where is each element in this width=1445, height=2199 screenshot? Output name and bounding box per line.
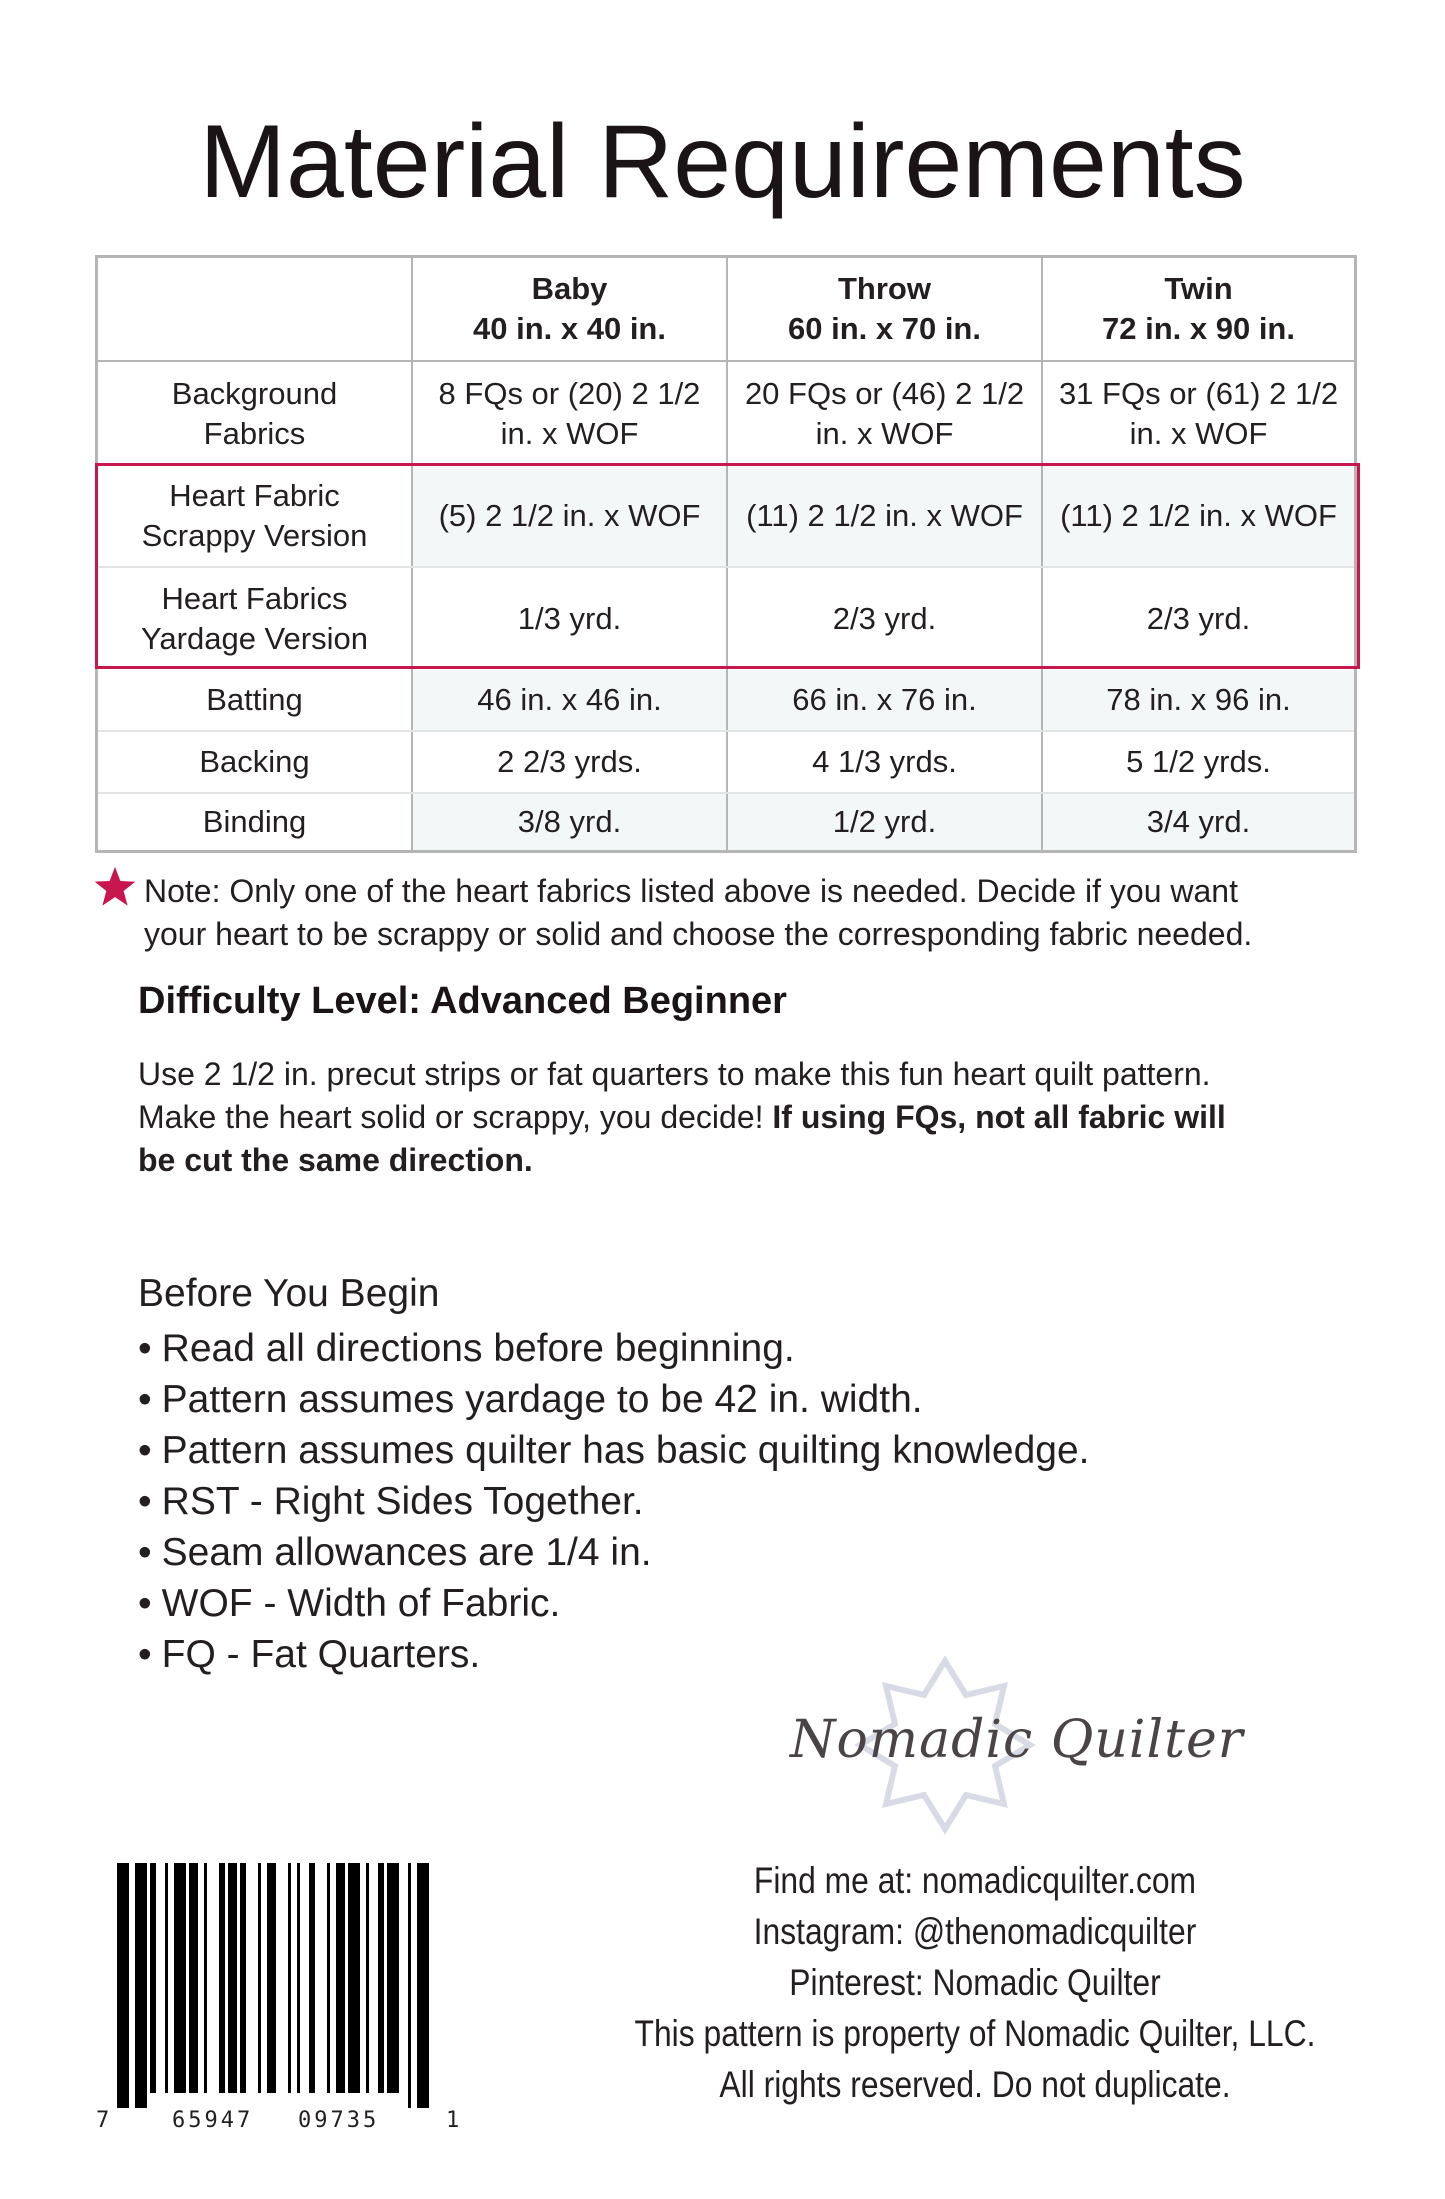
table-cell: 3/8 yrd. xyxy=(413,794,728,850)
cell-line: 8 FQs or (20) 2 1/2 xyxy=(438,376,701,411)
barcode-image xyxy=(95,1863,465,2133)
before-you-begin-title: Before You Begin xyxy=(138,1272,440,1315)
list-item: • RST - Right Sides Together. xyxy=(138,1476,1090,1527)
barcode-bar xyxy=(366,1863,369,2093)
table-cell: 1/2 yrd. xyxy=(728,794,1043,850)
row-label xyxy=(98,568,413,670)
barcode-bar xyxy=(297,1863,300,2093)
note-line: Note: Only one of the heart fabrics listed above is needed. Decide if you want xyxy=(144,873,1238,909)
barcode-bar xyxy=(408,1863,411,2108)
table-cell xyxy=(1043,362,1354,466)
table-cell: 78 in. x 96 in. xyxy=(1043,670,1354,730)
copyright-line: This pattern is property of Nomadic Quilter, LLC. xyxy=(634,2013,1316,2054)
table-row xyxy=(98,466,1354,568)
row-label: Backing xyxy=(98,732,413,792)
table-row xyxy=(98,670,1354,732)
star-icon xyxy=(92,864,138,910)
table-cell: (11) 2 1/2 in. x WOF xyxy=(1043,466,1354,566)
barcode-bar xyxy=(117,1863,129,2108)
column-name: Throw xyxy=(838,271,931,306)
description-bold-text: If using FQs, not all fabric will xyxy=(772,1099,1226,1135)
barcode-bar xyxy=(228,1863,237,2093)
row-label xyxy=(98,466,413,566)
before-you-begin-list xyxy=(138,1323,1090,1680)
barcode-bar xyxy=(174,1863,186,2093)
description-bold-text: be cut the same direction. xyxy=(138,1142,533,1178)
column-size: 40 in. x 40 in. xyxy=(473,311,666,346)
column-size: 60 in. x 70 in. xyxy=(788,311,981,346)
table-header-row xyxy=(98,258,1354,362)
list-item: • Seam allowances are 1/4 in. xyxy=(138,1527,1090,1578)
list-item: • Pattern assumes yardage to be 42 in. width. xyxy=(138,1374,1090,1425)
description-line xyxy=(138,1139,1368,1182)
instagram-handle[interactable]: Instagram: @thenomadicquilter xyxy=(753,1911,1197,1952)
row-label: Batting xyxy=(98,670,413,730)
description-line: Use 2 1/2 in. precut strips or fat quarters to make this fun heart quilt pattern. xyxy=(138,1056,1211,1092)
table-cell: 46 in. x 46 in. xyxy=(413,670,728,730)
list-item: • Pattern assumes quilter has basic quilting knowledge. xyxy=(138,1425,1090,1476)
table-row xyxy=(98,568,1354,670)
barcode-bar xyxy=(417,1863,429,2108)
barcode-digits-right: 09735 xyxy=(298,2108,380,2133)
table-cell: 1/3 yrd. xyxy=(413,568,728,670)
logo-wordmark: Nomadic Quilter xyxy=(790,1710,1244,1770)
column-header-throw xyxy=(728,258,1043,360)
list-item: • WOF - Width of Fabric. xyxy=(138,1578,1090,1629)
column-name: Twin xyxy=(1164,271,1233,306)
row-label-line: Heart Fabric xyxy=(169,478,340,513)
row-label-line: Heart Fabrics xyxy=(161,581,348,616)
list-item: • FQ - Fat Quarters. xyxy=(138,1629,1090,1680)
table-header-empty xyxy=(98,258,413,360)
barcode-digits-lead: 7 xyxy=(96,2108,113,2133)
table-row xyxy=(98,732,1354,794)
table-cell: (11) 2 1/2 in. x WOF xyxy=(728,466,1043,566)
barcode-bar xyxy=(378,1863,384,2093)
barcode-bar xyxy=(267,1863,276,2093)
contact-info xyxy=(618,1855,1332,2110)
cell-line: 31 FQs or (61) 2 1/2 xyxy=(1058,376,1339,411)
barcode-bar xyxy=(336,1863,345,2093)
barcode-bar xyxy=(288,1863,291,2093)
row-label-line: Yardage Version xyxy=(141,621,368,656)
description-text: Make the heart solid or scrappy, you decide! xyxy=(138,1099,773,1135)
difficulty-level: Difficulty Level: Advanced Beginner xyxy=(138,980,787,1022)
table-cell xyxy=(728,362,1043,466)
table-cell: 4 1/3 yrds. xyxy=(728,732,1043,792)
column-name: Baby xyxy=(531,271,608,306)
table-cell: 2 2/3 yrds. xyxy=(413,732,728,792)
table-row xyxy=(98,362,1354,466)
barcode-bar xyxy=(309,1863,315,2093)
barcode-bar xyxy=(240,1863,246,2093)
column-header-baby xyxy=(413,258,728,360)
barcode-bar xyxy=(219,1863,225,2093)
barcode-bar xyxy=(348,1863,360,2093)
copyright-line: All rights reserved. Do not duplicate. xyxy=(719,2064,1231,2105)
column-size: 72 in. x 90 in. xyxy=(1102,311,1295,346)
note-line: your heart to be scrappy or solid and choose the corresponding fabric needed. xyxy=(144,916,1253,952)
heart-fabric-note xyxy=(144,870,1394,956)
website-link[interactable]: Find me at: nomadicquilter.com xyxy=(753,1860,1197,1901)
row-label-line: Scrappy Version xyxy=(141,518,368,553)
row-label xyxy=(98,362,413,466)
table-cell xyxy=(413,362,728,466)
cell-line: in. x WOF xyxy=(1129,416,1268,451)
row-label-line: Fabrics xyxy=(203,416,306,451)
table-cell: 3/4 yrd. xyxy=(1043,794,1354,850)
barcode-bar xyxy=(135,1863,147,2108)
barcode-bar xyxy=(258,1863,261,2093)
cell-line: 20 FQs or (46) 2 1/2 xyxy=(744,376,1025,411)
barcode-bar xyxy=(165,1863,168,2093)
table-cell: 2/3 yrd. xyxy=(1146,601,1251,636)
table-cell: 2/3 yrd. xyxy=(728,568,1043,670)
barcode-bar xyxy=(150,1863,156,2093)
column-header-twin xyxy=(1043,258,1354,360)
cell-line: in. x WOF xyxy=(500,416,639,451)
material-requirements-table xyxy=(95,255,1357,853)
cell-line: in. x WOF xyxy=(815,416,954,451)
barcode-bar xyxy=(189,1863,198,2093)
row-label-line: Background xyxy=(171,376,338,411)
row-label: Binding xyxy=(98,794,413,850)
list-item: • Read all directions before beginning. xyxy=(138,1323,1090,1374)
barcode-bar xyxy=(204,1863,207,2093)
barcode-digits-left: 65947 xyxy=(172,2108,254,2133)
pinterest-handle[interactable]: Pinterest: Nomadic Quilter xyxy=(789,1962,1161,2003)
pattern-description xyxy=(138,1053,1368,1182)
barcode-bar xyxy=(387,1863,399,2093)
table-cell: 5 1/2 yrds. xyxy=(1126,744,1271,779)
table-cell: 66 in. x 76 in. xyxy=(728,670,1043,730)
barcode-bar xyxy=(327,1863,330,2093)
table-cell: (5) 2 1/2 in. x WOF xyxy=(413,466,728,566)
table-row xyxy=(98,794,1354,850)
barcode-digits-check: 1 xyxy=(446,2108,463,2133)
description-line xyxy=(138,1096,1368,1139)
page-title: Material Requirements xyxy=(199,104,1246,220)
